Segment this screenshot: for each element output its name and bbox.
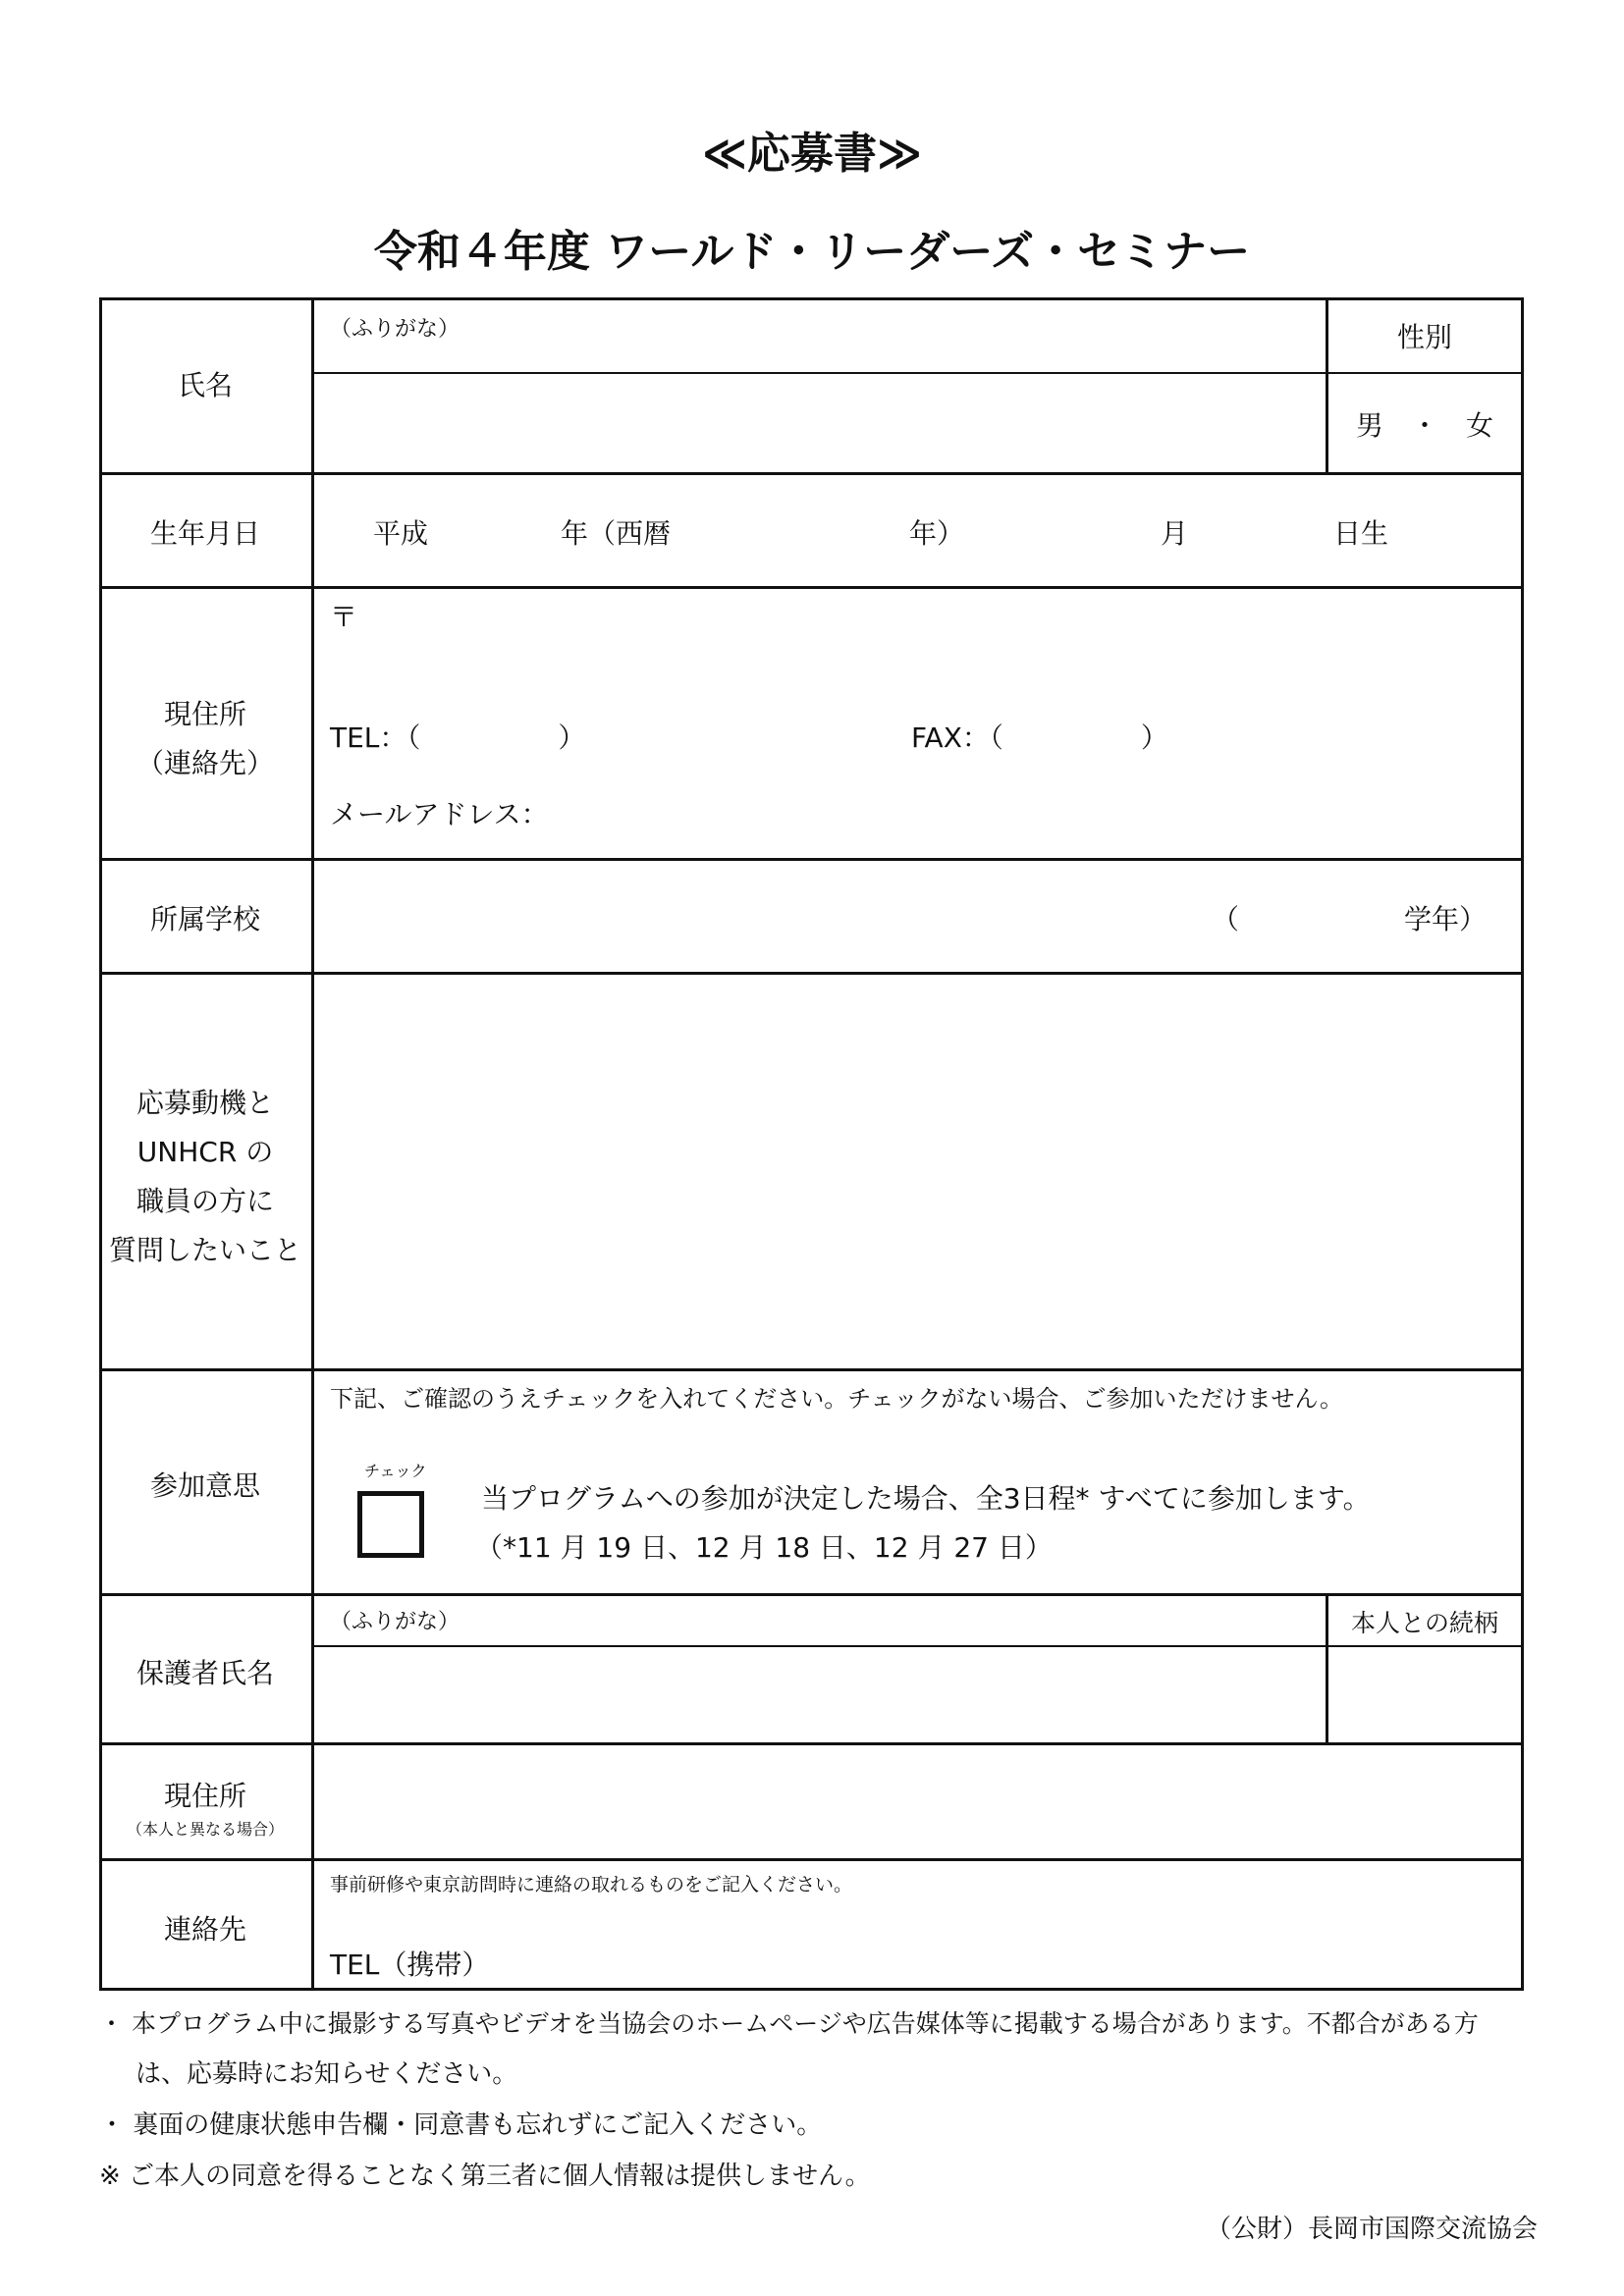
row-divider xyxy=(99,1742,1524,1745)
birth-day: 日生 xyxy=(1333,517,1389,550)
birthdate-label: 生年月日 xyxy=(149,517,260,550)
contact-tel-label: TEL（携帯） xyxy=(330,1949,490,1981)
tel-field-label: TEL：（ ） xyxy=(330,721,586,754)
contact-note: 事前研修や東京訪問時に連絡の取れるものをご記入ください。 xyxy=(330,1874,853,1896)
row-divider xyxy=(99,1593,1524,1596)
gender-label: 性別 xyxy=(1396,321,1452,353)
row-divider xyxy=(99,472,1524,475)
relation-label: 本人との続柄 xyxy=(1350,1609,1498,1637)
check-caption: チェック xyxy=(364,1462,427,1480)
address-label: 現住所 xyxy=(163,698,246,730)
table-border-right xyxy=(1521,297,1524,1991)
footer-note-health: ・ 裏面の健康状態申告欄・同意書も忘れずにご記入ください。 xyxy=(99,2110,823,2140)
motivation-label-4: 質問したいこと xyxy=(108,1234,301,1266)
row-divider xyxy=(99,1368,1524,1371)
gender-options[interactable]: 男 ・ 女 xyxy=(1355,409,1493,442)
birth-year-close: 年） xyxy=(909,517,965,550)
row-divider xyxy=(99,858,1524,861)
participation-instruction: 下記、ご確認のうえチェックを入れてください。チェックがない場合、ご参加いただけません。 xyxy=(330,1385,1343,1413)
name-label: 氏名 xyxy=(177,369,233,401)
email-field-label: メールアドレス： xyxy=(330,798,549,830)
organization-name: （公財）長岡市国際交流協会 xyxy=(1205,2215,1538,2244)
footer-note-privacy: ※ ご本人の同意を得ることなく第三者に個人情報は提供しません。 xyxy=(99,2162,871,2191)
participation-checkbox[interactable] xyxy=(357,1491,424,1558)
footer-note-photo-cont: は、応募時にお知らせください。 xyxy=(135,2059,518,2089)
footer-note-photo: ・ 本プログラム中に撮影する写真やビデオを当協会のホームページや広告媒体等に掲載する場合があります。不都合がある方 xyxy=(99,2009,1479,2038)
document-subtitle: 令和４年度 ワールド・リーダーズ・セミナー xyxy=(373,227,1251,277)
guardian-address-sublabel: （本人と異なる場合） xyxy=(126,1820,284,1839)
guardian-furigana-divider xyxy=(311,1645,1524,1647)
row-divider xyxy=(99,1858,1524,1861)
row-divider xyxy=(99,972,1524,975)
motivation-label-3: 職員の方に xyxy=(135,1185,274,1217)
address-sublabel: （連絡先） xyxy=(135,747,274,779)
birth-month: 月 xyxy=(1161,517,1189,550)
fax-field-label: FAX：（ ） xyxy=(911,721,1168,754)
participation-statement: 当プログラムへの参加が決定した場合、全3日程* すべてに参加します。 xyxy=(481,1482,1371,1515)
participation-label: 参加意思 xyxy=(149,1469,260,1502)
document-title: ≪応募書≫ xyxy=(701,129,923,179)
guardian-name-label: 保護者氏名 xyxy=(135,1657,274,1689)
motivation-label-1: 応募動機と xyxy=(135,1087,274,1119)
postal-mark: 〒 xyxy=(330,601,358,633)
name-furigana-caption: （ふりがな） xyxy=(330,317,460,342)
motivation-label-2: UNHCR の xyxy=(136,1136,274,1168)
row-divider xyxy=(99,586,1524,589)
school-grade: （ 学年） xyxy=(1212,903,1488,935)
birth-era: 平成 xyxy=(373,517,429,550)
guardian-furigana-caption: （ふりがな） xyxy=(330,1610,460,1634)
furigana-divider xyxy=(311,372,1524,374)
contact-label: 連絡先 xyxy=(163,1913,246,1946)
label-column-divider xyxy=(311,297,314,1991)
birth-year-western: 年（西暦 xyxy=(561,517,672,550)
guardian-address-label: 現住所 xyxy=(163,1780,246,1812)
school-label: 所属学校 xyxy=(149,903,260,935)
participation-dates: （*11 月 19 日、12 月 18 日、12 月 27 日） xyxy=(475,1531,1053,1564)
